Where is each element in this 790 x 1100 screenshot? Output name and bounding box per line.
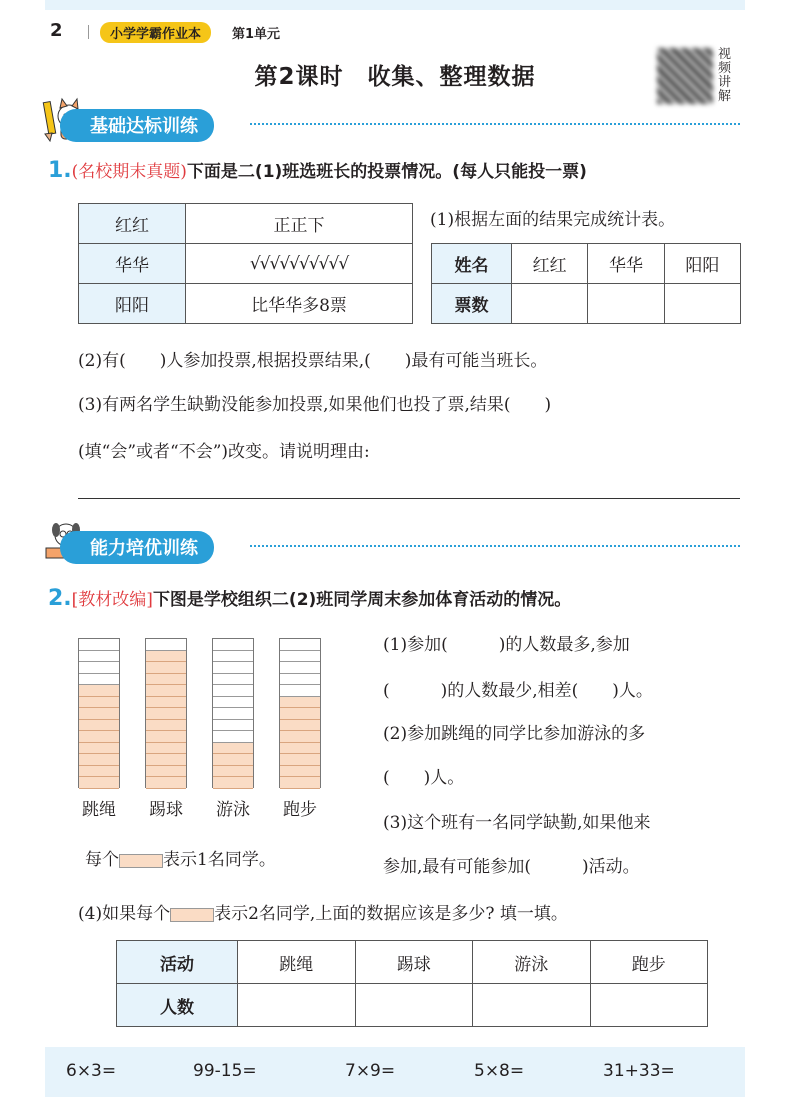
empty-block	[213, 697, 253, 709]
filled-block	[146, 662, 186, 674]
category-label: 踢球	[149, 800, 183, 820]
filled-block	[79, 743, 119, 755]
table-header: 游泳	[473, 941, 591, 984]
question-tag: (名校期末真题)	[71, 162, 187, 182]
empty-block	[79, 651, 119, 663]
q2-line-5: (3)这个班有一名同学缺勤,如果他来	[383, 813, 651, 833]
count-blank-cell[interactable]	[355, 984, 473, 1027]
filled-block	[79, 766, 119, 778]
q2-line-3: (2)参加跳绳的同学比参加游泳的多	[383, 724, 646, 744]
category-label: 游泳	[216, 800, 250, 820]
filled-block	[146, 697, 186, 709]
filled-block	[280, 697, 320, 709]
bar-跑步	[279, 638, 321, 788]
calc-item[interactable]: 7×9=	[345, 1061, 396, 1081]
category-label: 跳绳	[82, 800, 116, 820]
answer-line[interactable]	[78, 498, 740, 499]
stat-blank-cell[interactable]	[588, 284, 664, 324]
block-key-swatch	[119, 854, 163, 868]
vote-value: 比华华多8票	[186, 284, 413, 324]
filled-block	[79, 708, 119, 720]
activity-count-table	[116, 940, 708, 1027]
book-title-badge: 小学学霸作业本	[100, 22, 211, 43]
chart-category-labels	[78, 795, 348, 819]
filled-block	[280, 708, 320, 720]
empty-block	[280, 685, 320, 697]
q1-sub3-line1: (3)有两名学生缺勤没能参加投票,如果他们也投了票,结果( )	[78, 395, 552, 415]
q2-line-2: ( )的人数最少,相差( )人。	[383, 681, 653, 701]
q1-sub1: (1)根据左面的结果完成统计表。	[430, 210, 676, 230]
empty-block	[213, 708, 253, 720]
filled-block	[213, 777, 253, 789]
filled-block	[280, 766, 320, 778]
calc-item[interactable]: 99-15=	[193, 1061, 257, 1081]
header-divider	[88, 25, 89, 39]
q1-sub3-line2: (填“会”或者“不会”)改变。请说明理由:	[78, 442, 370, 462]
question-2-stem: 2.[教材改编]下图是学校组织二(2)班同学周末参加体育活动的情况。	[48, 586, 572, 611]
empty-block	[280, 651, 320, 663]
filled-block	[146, 731, 186, 743]
page-number: 2	[50, 20, 63, 41]
filled-block	[79, 777, 119, 789]
filled-block	[146, 743, 186, 755]
filled-block	[146, 754, 186, 766]
page-title: 第2课时 收集、整理数据	[254, 64, 536, 90]
empty-block	[213, 662, 253, 674]
filled-block	[280, 731, 320, 743]
vote-value: √√√√√√√√√√	[186, 244, 413, 284]
empty-block	[79, 639, 119, 651]
category-label: 跑步	[283, 800, 317, 820]
section-advanced-title: 能力培优训练	[60, 531, 214, 564]
stat-header: 票数	[432, 284, 512, 324]
stat-blank-cell[interactable]	[664, 284, 740, 324]
filled-block	[280, 777, 320, 789]
calc-item[interactable]: 31+33=	[603, 1061, 675, 1081]
count-blank-cell[interactable]	[473, 984, 591, 1027]
vote-name: 华华	[79, 244, 186, 284]
filled-block	[79, 697, 119, 709]
empty-block	[79, 674, 119, 686]
statistics-table	[431, 243, 741, 324]
q2-line-6: 参加,最有可能参加( )活动。	[383, 857, 640, 877]
vote-name: 阳阳	[79, 284, 186, 324]
empty-block	[213, 674, 253, 686]
stat-name: 红红	[512, 244, 588, 284]
stat-name: 阳阳	[664, 244, 740, 284]
qr-code-image[interactable]	[657, 48, 713, 104]
empty-block	[213, 685, 253, 697]
empty-block	[213, 639, 253, 651]
filled-block	[146, 766, 186, 778]
calc-item[interactable]: 6×3=	[66, 1061, 117, 1081]
chart-key: 每个 表示1名同学。	[85, 850, 276, 870]
video-lecture-label: 视频讲解	[718, 47, 732, 104]
filled-block	[146, 685, 186, 697]
section-dotted-rule	[250, 545, 740, 547]
filled-block	[146, 674, 186, 686]
bar-踢球	[145, 638, 187, 788]
top-strip	[45, 0, 745, 10]
filled-block	[213, 754, 253, 766]
vote-name: 红红	[79, 204, 186, 244]
q1-sub2: (2)有( )人参加投票,根据投票结果,( )最有可能当班长。	[78, 351, 548, 371]
filled-block	[280, 743, 320, 755]
empty-block	[280, 639, 320, 651]
section-basic-title: 基础达标训练	[60, 109, 214, 142]
block-key-swatch	[170, 908, 214, 922]
empty-block	[146, 639, 186, 651]
count-blank-cell[interactable]	[590, 984, 708, 1027]
table-header: 人数	[117, 984, 238, 1027]
stat-name: 华华	[588, 244, 664, 284]
q2-line-1: (1)参加( )的人数最多,参加	[383, 635, 630, 655]
stat-blank-cell[interactable]	[512, 284, 588, 324]
filled-block	[79, 731, 119, 743]
filled-block	[280, 720, 320, 732]
filled-block	[146, 720, 186, 732]
unit-label: 第1单元	[232, 27, 281, 42]
bar-游泳	[212, 638, 254, 788]
filled-block	[79, 720, 119, 732]
bar-跳绳	[78, 638, 120, 788]
table-header: 踢球	[355, 941, 473, 984]
empty-block	[213, 731, 253, 743]
calc-item[interactable]: 5×8=	[474, 1061, 525, 1081]
filled-block	[79, 685, 119, 697]
section-dotted-rule	[250, 123, 740, 125]
stat-header: 姓名	[432, 244, 512, 284]
empty-block	[280, 662, 320, 674]
empty-block	[213, 720, 253, 732]
count-blank-cell[interactable]	[238, 984, 356, 1027]
filled-block	[79, 754, 119, 766]
filled-block	[146, 708, 186, 720]
empty-block	[79, 662, 119, 674]
table-header: 活动	[117, 941, 238, 984]
filled-block	[146, 777, 186, 789]
filled-block	[280, 754, 320, 766]
question-1-stem: 1.(名校期末真题)下面是二(1)班选班长的投票情况。(每人只能投一票)	[48, 158, 587, 183]
vote-value: 正正下	[186, 204, 413, 244]
question-tag: [教材改编]	[71, 590, 153, 610]
q2-sub4: (4)如果每个 表示2名同学,上面的数据应该是多少? 填一填。	[78, 904, 568, 924]
q2-line-4: ( )人。	[383, 768, 465, 788]
table-header: 跑步	[590, 941, 708, 984]
filled-block	[146, 651, 186, 663]
filled-block	[213, 766, 253, 778]
vote-table	[78, 203, 413, 324]
table-header: 跳绳	[238, 941, 356, 984]
filled-block	[213, 743, 253, 755]
empty-block	[280, 674, 320, 686]
empty-block	[213, 651, 253, 663]
activity-block-chart	[78, 638, 348, 788]
